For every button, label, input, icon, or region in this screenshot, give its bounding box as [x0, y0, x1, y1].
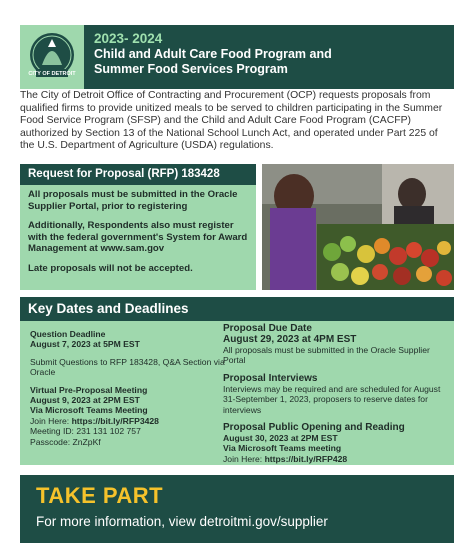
opening-label: Proposal Public Opening and Reading — [223, 422, 405, 434]
footer-banner — [20, 475, 454, 543]
key-dates-title: Key Dates and Deadlines — [20, 297, 454, 321]
key-dates-right-column — [223, 323, 448, 464]
preproposal-passcode: Passcode: ZnZpKf — [30, 436, 101, 447]
produce-market-photo — [262, 164, 454, 290]
opening-join — [223, 454, 448, 464]
program-title-line1: Child and Adult Care Food Program and — [94, 47, 332, 61]
preproposal-join-link[interactable]: https://bit.ly/RFP3428 — [71, 415, 159, 426]
question-deadline-date: August 7, 2023 at 5PM EST — [30, 339, 140, 350]
preproposal-via: Via Microsoft Teams Meeting — [30, 405, 148, 416]
opening-date: August 30, 2023 at 2PM EST — [223, 433, 338, 444]
program-year: 2023- 2024 — [94, 31, 163, 46]
opening-via: Via Microsoft Teams meeting — [223, 443, 342, 454]
opening-join-prefix: Join Here: — [223, 453, 265, 464]
preproposal-meeting-id: Meeting ID: 231 131 102 757 — [30, 426, 141, 437]
interviews-label: Proposal Interviews — [223, 372, 318, 384]
detroit-seal-icon — [20, 25, 84, 89]
take-part-heading: TAKE PART — [36, 483, 164, 508]
due-date-label: Proposal Due Date — [223, 323, 312, 334]
preproposal-join-prefix: Join Here: — [30, 415, 72, 426]
intro-paragraph: The City of Detroit Office of Contracting and Procurement (OCP) requests proposals from qualified firms to provide unitized meals to be served to children participating in the Summer Food Service Program (SFSP) and the Child and Adult Care Food Program (CACFP) authorized by Section 13 of the National School Lunch Act, and operated under Part 225 of the U.S. Department of Agriculture (USDA) regulations. — [20, 90, 443, 152]
rfp-paragraph-late: Late proposals will not be accepted. — [28, 262, 193, 274]
rfp-paragraph-sam: Additionally, Respondents also must register with the federal government's System for Award Management at www.sam.gov — [28, 220, 248, 255]
preproposal-label: Virtual Pre-Proposal Meeting — [30, 384, 148, 395]
rfp-details — [20, 185, 256, 290]
opening-join-link[interactable]: https://bit.ly/RFP428 — [264, 453, 348, 464]
more-info-text[interactable]: For more information, view detroitmi.gov/supplier — [36, 514, 328, 529]
preproposal-join — [30, 416, 225, 426]
preproposal-date: August 9, 2023 at 2PM EST — [30, 395, 140, 406]
rfp-title: Request for Proposal (RFP) 183428 — [20, 164, 256, 185]
question-submit-note: Submit Questions to RFP 183428, Q&A Section via Oracle — [30, 356, 225, 378]
due-date-note: All proposals must be submitted in the Oracle Supplier Portal — [223, 345, 430, 366]
header-banner — [20, 25, 454, 89]
question-deadline-label: Question Deadline — [30, 329, 106, 339]
key-dates-section — [20, 321, 454, 465]
rfp-paragraph-oracle: All proposals must be submitted in the Oracle Supplier Portal, prior to registering — [28, 189, 238, 212]
due-date-value: August 29, 2023 at 4PM EST — [223, 334, 357, 345]
key-dates-left-column — [30, 329, 225, 447]
logo-text: CITY OF DETROIT — [28, 71, 76, 77]
city-of-detroit-logo — [20, 25, 84, 89]
interviews-note: Interviews may be required and are scheduled for August 31-September 1, 2023, proposers to reserve dates for interviews — [223, 383, 441, 415]
program-title-line2: Summer Food Services Program — [94, 62, 288, 76]
header-titles — [94, 31, 332, 77]
